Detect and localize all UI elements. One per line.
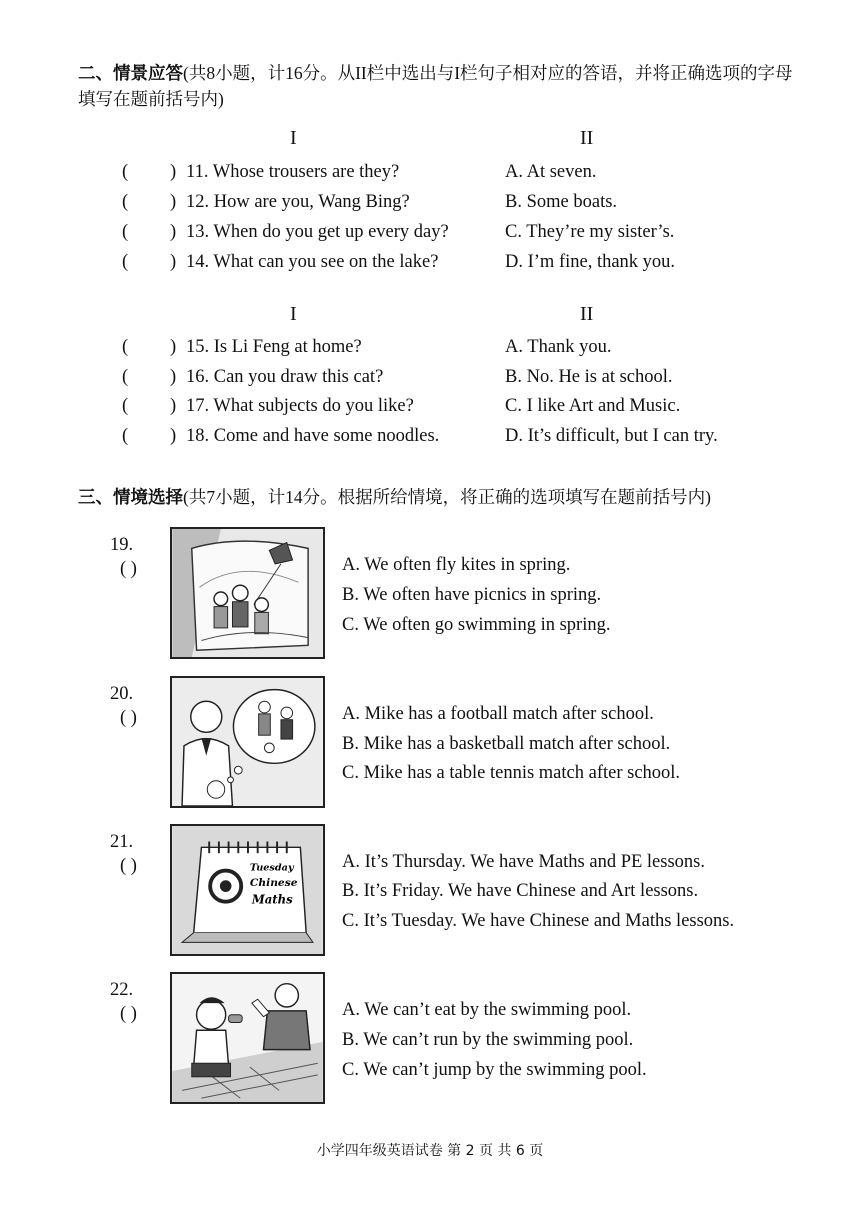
column-i-header: I bbox=[290, 303, 297, 325]
section-3-title: 三、情境选择 bbox=[78, 487, 183, 507]
match-row bbox=[122, 162, 772, 192]
question-text: 13. When do you get up every day? bbox=[186, 222, 449, 242]
option-c: C. It’s Tuesday. We have Chinese and Maths lessons. bbox=[342, 911, 735, 931]
option-c: C. We can’t jump by the swimming pool. bbox=[342, 1060, 647, 1080]
answer-blank-close: ) bbox=[170, 337, 177, 357]
option-c: C. We often go swimming in spring. bbox=[342, 615, 611, 635]
swimming-pool-illustration bbox=[170, 972, 325, 1104]
answer-blank-open: ( bbox=[122, 222, 129, 242]
match-row bbox=[122, 367, 772, 397]
calendar-subject-1: Chinese bbox=[249, 876, 298, 890]
answer-blank-open: ( bbox=[122, 162, 129, 182]
answer-blank-close: ) bbox=[170, 222, 177, 242]
answer-blank-open: ( bbox=[122, 192, 129, 212]
answer-blank-open: ( bbox=[122, 367, 129, 387]
calendar-illustration bbox=[170, 824, 325, 956]
section-2-instruction: (共8小题，计16分。从II栏中选出与I栏句子相对应的答语，并将正确选项的字母填写在题前括号内) bbox=[78, 63, 793, 109]
section-2-heading bbox=[78, 60, 803, 112]
kite-flying-illustration bbox=[170, 527, 325, 659]
page-footer: 小学四年级英语试卷 第 2 页 共 6 页 bbox=[316, 1143, 544, 1159]
answer-blank: ( ) bbox=[120, 1004, 137, 1024]
answer-blank-open: ( bbox=[122, 337, 129, 357]
match-row bbox=[122, 222, 772, 252]
situation-item bbox=[110, 980, 790, 1116]
question-text: 18. Come and have some noodles. bbox=[186, 426, 440, 446]
answer-option: D. It’s difficult, but I can try. bbox=[505, 426, 718, 446]
option-a: A. Mike has a football match after school. bbox=[342, 704, 654, 724]
situation-item bbox=[110, 684, 790, 820]
question-text: 15. Is Li Feng at home? bbox=[186, 337, 362, 357]
question-text: 17. What subjects do you like? bbox=[186, 396, 414, 416]
section-3-instruction: (共7小题，计14分。根据所给情境，将正确的选项填写在题前括号内) bbox=[183, 487, 711, 507]
match-row bbox=[122, 192, 772, 222]
answer-blank-open: ( bbox=[122, 252, 129, 272]
section-3-heading bbox=[78, 484, 803, 510]
column-i-header: I bbox=[290, 127, 297, 149]
match-row bbox=[122, 396, 772, 426]
question-text: 11. Whose trousers are they? bbox=[186, 162, 400, 182]
item-number: 21. bbox=[110, 832, 134, 852]
answer-option: B. Some boats. bbox=[505, 192, 618, 212]
column-ii-header: II bbox=[580, 127, 594, 149]
question-text: 16. Can you draw this cat? bbox=[186, 367, 384, 387]
option-b: B. We can’t run by the swimming pool. bbox=[342, 1030, 634, 1050]
situation-item bbox=[110, 535, 790, 671]
section-2-title: 二、情景应答 bbox=[78, 63, 183, 83]
option-a: A. We can’t eat by the swimming pool. bbox=[342, 1000, 632, 1020]
item-number: 22. bbox=[110, 980, 134, 1000]
answer-blank-close: ) bbox=[170, 252, 177, 272]
answer-blank-close: ) bbox=[170, 192, 177, 212]
option-c: C. Mike has a table tennis match after school. bbox=[342, 763, 681, 783]
answer-option: C. They’re my sister’s. bbox=[505, 222, 675, 242]
question-text: 14. What can you see on the lake? bbox=[186, 252, 439, 272]
answer-blank-close: ) bbox=[170, 396, 177, 416]
answer-blank: ( ) bbox=[120, 856, 137, 876]
option-b: B. It’s Friday. We have Chinese and Art lessons. bbox=[342, 881, 699, 901]
question-text: 12. How are you, Wang Bing? bbox=[186, 192, 410, 212]
answer-blank-close: ) bbox=[170, 426, 177, 446]
item-number: 19. bbox=[110, 535, 134, 555]
match-row bbox=[122, 337, 772, 367]
match-row bbox=[122, 426, 772, 456]
calendar-subject-2: Maths bbox=[251, 892, 293, 907]
answer-blank: ( ) bbox=[120, 559, 137, 579]
answer-option: C. I like Art and Music. bbox=[505, 396, 681, 416]
answer-blank-close: ) bbox=[170, 367, 177, 387]
option-a: A. It’s Thursday. We have Maths and PE lessons. bbox=[342, 852, 705, 872]
answer-option: A. At seven. bbox=[505, 162, 597, 182]
situation-item bbox=[110, 832, 790, 968]
calendar-day: Tuesday bbox=[249, 862, 294, 874]
option-b: B. Mike has a basketball match after school. bbox=[342, 734, 671, 754]
answer-blank-open: ( bbox=[122, 396, 129, 416]
answer-option: A. Thank you. bbox=[505, 337, 612, 357]
option-b: B. We often have picnics in spring. bbox=[342, 585, 602, 605]
answer-option: B. No. He is at school. bbox=[505, 367, 673, 387]
football-match-illustration bbox=[170, 676, 325, 808]
answer-blank: ( ) bbox=[120, 708, 137, 728]
answer-blank-close: ) bbox=[170, 162, 177, 182]
item-number: 20. bbox=[110, 684, 134, 704]
option-a: A. We often fly kites in spring. bbox=[342, 555, 571, 575]
column-ii-header: II bbox=[580, 303, 594, 325]
answer-blank-open: ( bbox=[122, 426, 129, 446]
answer-option: D. I’m fine, thank you. bbox=[505, 252, 676, 272]
match-row bbox=[122, 252, 772, 282]
